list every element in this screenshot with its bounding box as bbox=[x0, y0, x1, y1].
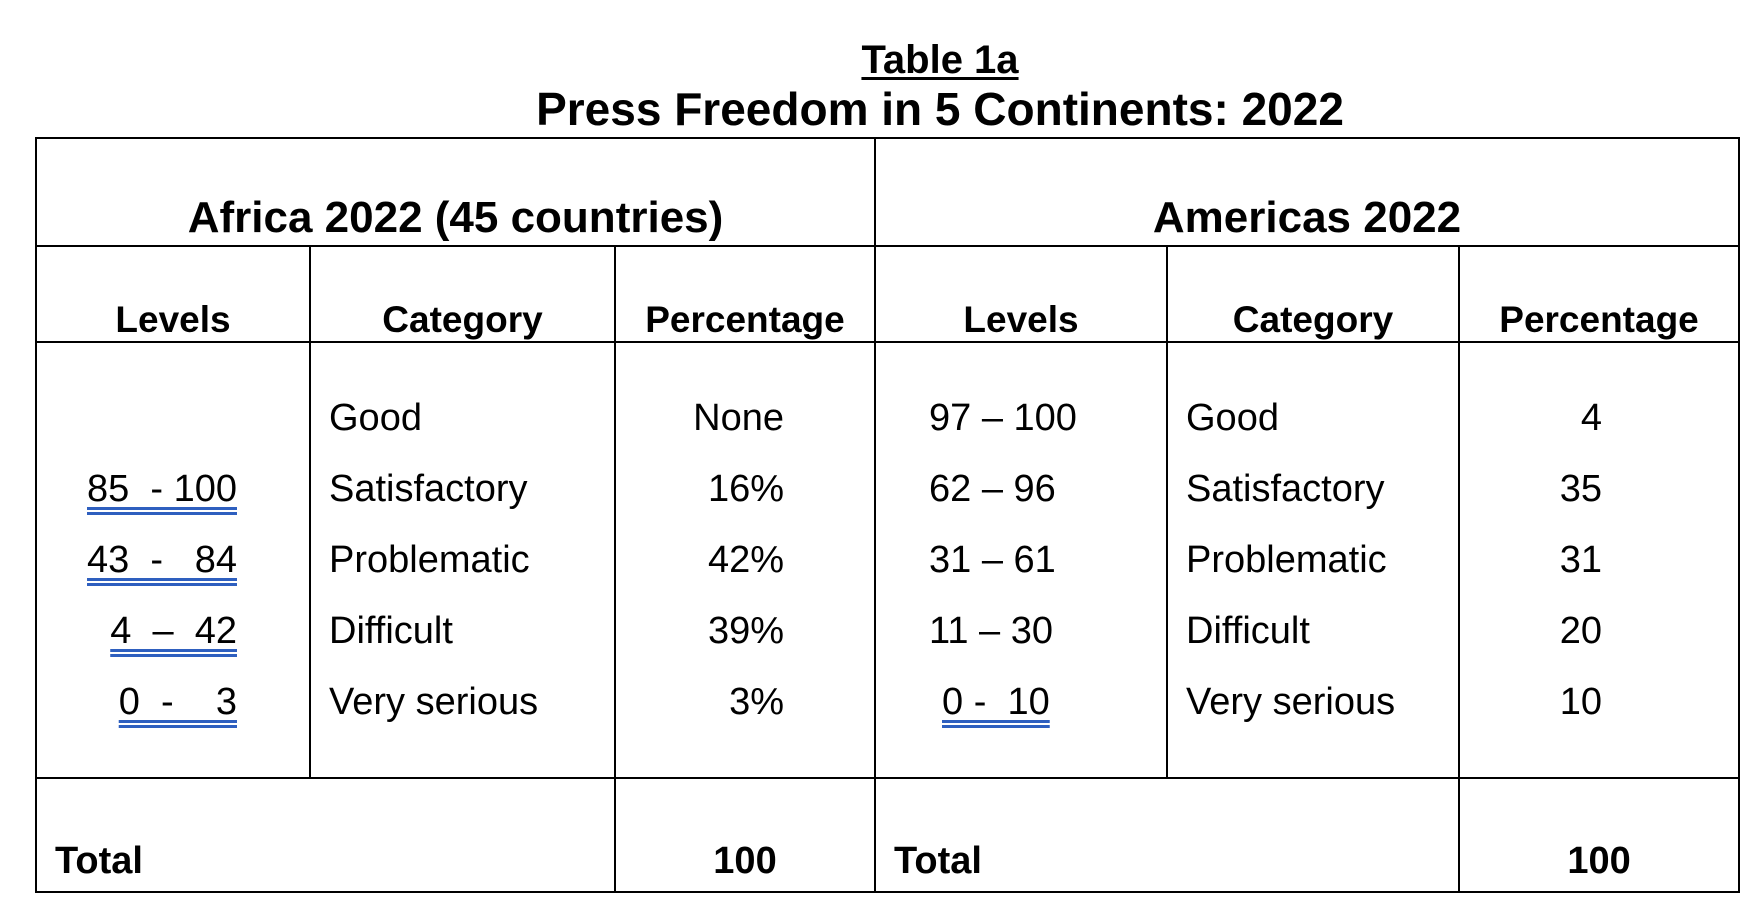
africa-levels-column bbox=[36, 342, 310, 778]
africa-category-column bbox=[310, 342, 615, 778]
americas-percentage-2: 31 bbox=[1559, 539, 1603, 581]
americas-levels-header: Levels bbox=[875, 246, 1167, 342]
column-header-row bbox=[36, 246, 1739, 342]
africa-heading: Africa 2022 (45 countries) bbox=[36, 138, 875, 246]
africa-category-0: Good bbox=[329, 397, 422, 439]
africa-level-2: 43 - 84 bbox=[87, 539, 237, 581]
americas-total-value: 100 bbox=[1459, 778, 1739, 892]
americas-category-1: Satisfactory bbox=[1186, 468, 1385, 510]
africa-level-4-wrap bbox=[37, 667, 309, 738]
africa-level-3-wrap bbox=[37, 596, 309, 667]
africa-level-0 bbox=[37, 383, 309, 454]
africa-percentage-header: Percentage bbox=[615, 246, 875, 342]
africa-total-label: Total bbox=[36, 778, 615, 892]
continent-header-row bbox=[36, 138, 1739, 246]
americas-level-0: 97 – 100 bbox=[929, 397, 1077, 439]
americas-level-3: 11 – 30 bbox=[929, 610, 1053, 652]
americas-category-3: Difficult bbox=[1186, 610, 1310, 652]
africa-percentage-2: 42% bbox=[707, 539, 784, 581]
americas-level-4: 0 - 10 bbox=[942, 681, 1050, 723]
africa-percentage-4: 3% bbox=[729, 681, 784, 723]
africa-category-3: Difficult bbox=[329, 610, 453, 652]
africa-category-4: Very serious bbox=[329, 681, 539, 723]
africa-percentage-column bbox=[615, 342, 875, 778]
americas-percentage-4: 10 bbox=[1559, 681, 1603, 723]
americas-category-column bbox=[1167, 342, 1459, 778]
africa-level-1: 85 - 100 bbox=[87, 468, 237, 510]
africa-category-2: Problematic bbox=[329, 539, 530, 581]
americas-category-0: Good bbox=[1186, 397, 1279, 439]
table-title: Press Freedom in 5 Continents: 2022 bbox=[536, 83, 1344, 135]
africa-level-1-wrap bbox=[37, 454, 309, 525]
americas-percentage-column bbox=[1459, 342, 1739, 778]
americas-percentage-0: 4 bbox=[1580, 397, 1603, 439]
table-label: Table 1a bbox=[861, 38, 1019, 82]
press-freedom-table bbox=[35, 137, 1740, 893]
africa-category-header: Category bbox=[310, 246, 615, 342]
americas-category-2: Problematic bbox=[1186, 539, 1387, 581]
americas-level-1: 62 – 96 bbox=[929, 468, 1056, 510]
total-row bbox=[36, 778, 1739, 892]
americas-category-header: Category bbox=[1167, 246, 1459, 342]
americas-heading: Americas 2022 bbox=[875, 138, 1739, 246]
americas-percentage-1: 35 bbox=[1559, 468, 1603, 510]
americas-level-2: 31 – 61 bbox=[929, 539, 1056, 581]
americas-total-label: Total bbox=[875, 778, 1459, 892]
americas-level-4-wrap bbox=[876, 667, 1166, 738]
americas-levels-column bbox=[875, 342, 1167, 778]
africa-level-4: 0 - 3 bbox=[118, 681, 237, 723]
americas-percentage-3: 20 bbox=[1559, 610, 1603, 652]
africa-level-2-wrap bbox=[37, 525, 309, 596]
africa-percentage-3: 39% bbox=[707, 610, 784, 652]
americas-category-4: Very serious bbox=[1186, 681, 1396, 723]
africa-total-value: 100 bbox=[615, 778, 875, 892]
data-body-row bbox=[36, 342, 1739, 778]
africa-percentage-0: None bbox=[693, 397, 784, 439]
africa-levels-header: Levels bbox=[36, 246, 310, 342]
americas-percentage-header: Percentage bbox=[1459, 246, 1739, 342]
africa-category-1: Satisfactory bbox=[329, 468, 528, 510]
africa-percentage-1: 16% bbox=[707, 468, 784, 510]
africa-level-3: 4 – 42 bbox=[110, 610, 237, 652]
